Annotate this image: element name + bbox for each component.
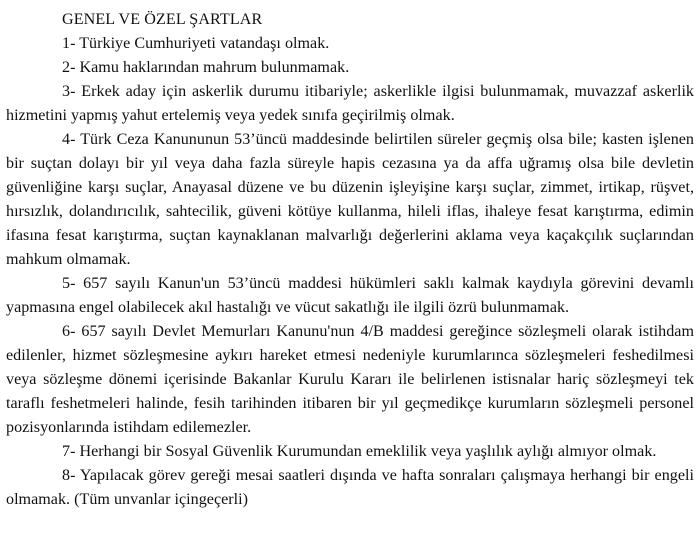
clause-8: 8- Yapılacak görev gereği mesai saatleri dışında ve hafta sonraları çalışmaya herhangi bir engeli olmamak. (Tüm unvanlar içingeçerli) — [6, 467, 694, 508]
clause-2: 2- Kamu haklarından mahrum bulunmamak. — [62, 59, 350, 76]
clause-7: 7- Herhangi bir Sosyal Güvenlik Kurumundan emeklilik veya yaşlılık aylığı almıyor olmak. — [62, 443, 657, 460]
clause-1: 1- Türkiye Cumhuriyeti vatandaşı olmak. — [62, 35, 330, 52]
document-title: GENEL VE ÖZEL ŞARTLAR — [62, 11, 263, 28]
clause-6: 6- 657 sayılı Devlet Memurları Kanunu'nun 4/B maddesi gereğince sözleşmeli olarak istihdam edilenler, hizmet sözleşmesine aykırı hareket etmesi nedeniyle kurumlarınca sözleşmeleri feshedilmesi veya sözleşme dönemi içerisinde Bakanlar Kurulu Kararı ile belirlenen istisnalar hariç sözleşmeyi tek taraflı feshetmeleri halinde, fesih tarihinden itibaren bir yıl geçmedikçe kurumların sözleşmeli personel pozisyonlarında istihdam edilemezler. — [6, 323, 694, 436]
clause-4: 4- Türk Ceza Kanununun 53’üncü maddesinde belirtilen süreler geçmiş olsa bile; kasten işlenen bir suçtan dolayı bir yıl veya daha fazla süreyle hapis cezasına ya da affa uğramış olsa bile devletin güvenliğine karşı suçlar, Anayasal düzene ve bu düzenin işleyişine karşı suçlar, zimmet, irtikap, rüşvet, hırsızlık, dolandırıcılık, sahtecilik, güveni kötüye kullanma, hileli iflas, ihaleye fesat karıştırma, edimin ifasına fesat karıştırma, suçtan kaynaklanan malvarlığı değerlerini aklama veya kaçakçılık suçlarından mahkum olmamak. — [6, 131, 694, 268]
document-page — [6, 8, 694, 512]
clause-3: 3- Erkek aday için askerlik durumu itibariyle; askerlikle ilgisi bulunmamak, muvazzaf askerlik hizmetini yapmış yahut ertelemiş veya yedek sınıfa geçirilmiş olmak. — [6, 83, 694, 124]
clause-5: 5- 657 sayılı Kanun'un 53’üncü maddesi hükümleri saklı kalmak kaydıyla görevini devamlı yapmasına engel olabilecek akıl hastalığı ve vücut sakatlığı ile ilgili özrü bulunmamak. — [6, 275, 694, 316]
